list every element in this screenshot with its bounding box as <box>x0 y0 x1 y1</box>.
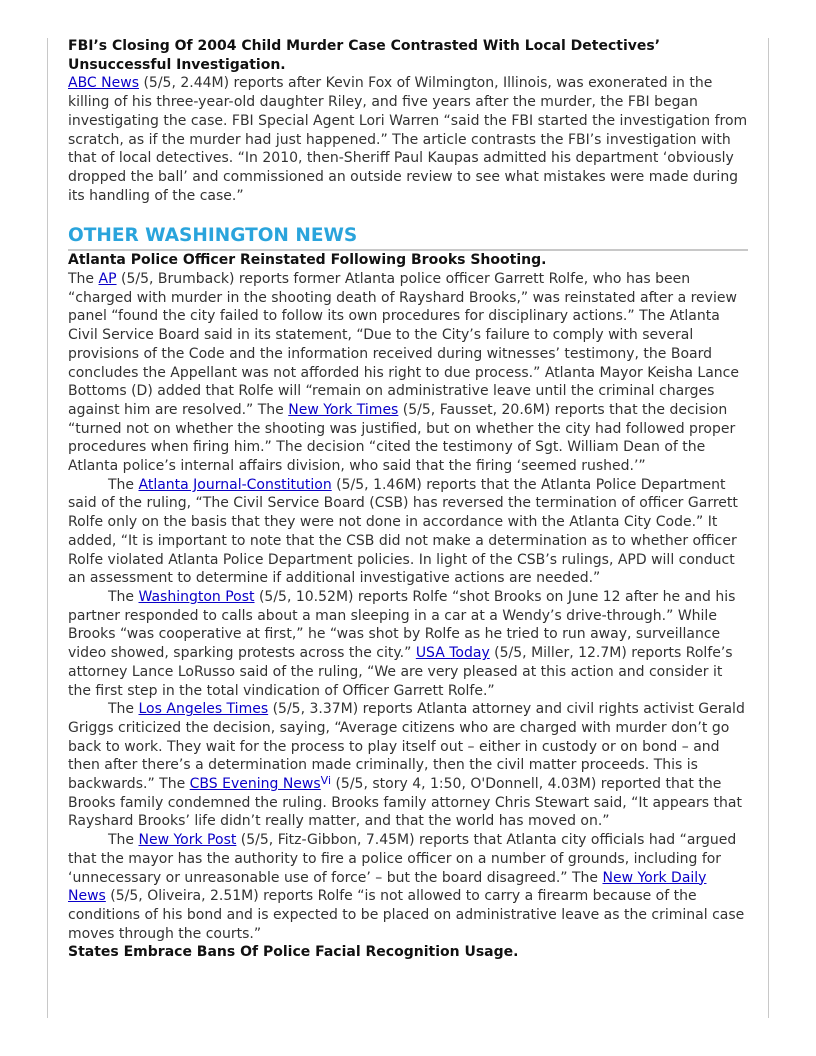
story-paragraph <box>68 74 748 205</box>
story-title-atlanta-police: Atlanta Police Officer Reinstated Following Brooks Shooting. <box>68 252 547 269</box>
page-right-border <box>768 38 769 1018</box>
newsletter-content <box>68 37 748 962</box>
source-link-abc-news[interactable]: ABC News <box>68 75 139 92</box>
paragraph-text: (5/5, Fausset, 20.6M) reports that the decision “turned not on whether the shooting was justified, but on whether the city had followed proper procedures when firing him.” The decision “cited the testimony of Sgt. William Dean of the Atlanta police’s internal affairs division, who said that the firing ‘seemed rushed.’” <box>68 401 736 475</box>
source-link-cbs-evening-news[interactable]: CBS Evening News <box>189 776 321 793</box>
paragraph-text: (5/5, Miller, 12.7M) reports Rolfe’s attorney Lance LoRusso said of the ruling, “We are very pleased at this action and consider it the first step in the total vindication of Officer Garrett Rolfe.” <box>68 645 733 699</box>
paragraph-text: (5/5, Brumback) reports former Atlanta police officer Garrett Rolfe, who has been “charged with murder in the shooting death of Rayshard Brooks,” was reinstated after a review panel “found the city failed to follow its own procedures for disciplinary actions.” The Atlanta Civil Service Board said in its statement, “Due to the City’s failure to comply with several provisions of the Code and the information received during witnesses’ testimony, the Board concludes the Appellant was not afforded his right to due process.” Atlanta Mayor Keisha Lance Bottoms (D) added that Rolfe will “remain on administrative leave until the criminal charges against him are resolved.” The <box>68 271 739 418</box>
source-link-new-york-daily-news[interactable]: New York Daily News <box>68 869 707 905</box>
paragraph-text: (5/5, Oliveira, 2.51M) reports Rolfe “is not allowed to carry a firearm because of the conditions of his bond and is expected to be placed on administrative leave as the criminal case moves through the courts.” <box>68 888 745 942</box>
section-header-other-washington-news: OTHER WASHINGTON NEWS <box>68 224 748 251</box>
video-note-marker[interactable]: Vi <box>320 774 332 788</box>
paragraph-text: (5/5, 1.46M) reports that the Atlanta Police Department said of the ruling, “The Civil Service Board (CSB) has reversed the termination of officer Garrett Rolfe only on the basis that they were not done in accordance with the Atlanta City Code.” It added, “It is important to note that the CSB did not make a determination as to whether officer Rolfe violated Atlanta Police Department policies. In light of the CSB’s rulings, APD will conduct an assessment to determine if additional investigative actions are needed.” <box>68 476 738 587</box>
story-title-facial-recognition: States Embrace Bans Of Police Facial Recognition Usage. <box>68 944 519 961</box>
story-paragraph <box>68 476 748 588</box>
source-link-new-york-times[interactable]: New York Times <box>288 401 399 418</box>
paragraph-text: The <box>108 588 139 605</box>
paragraph-text: The <box>68 271 99 288</box>
source-link-usa-today[interactable]: USA Today <box>415 645 490 662</box>
paragraph-text: (5/5, 10.52M) reports Rolfe “shot Brooks on June 12 after he and his partner responded to calls about a man sleeping in a car at a Wendy’s drive-through.” While Brooks “was cooperative at first,” he “was shot by Rolfe as he tried to run away, surveillance video showed, sparking protests across the city.” <box>68 588 736 662</box>
story-paragraph <box>68 700 748 831</box>
source-link-washington-post[interactable]: Washington Post <box>138 588 255 605</box>
paragraph-text: (5/5, Fitz-Gibbon, 7.45M) reports that Atlanta city officials had “argued that the mayor has the authority to fire a police officer on a number of grounds, including for ‘unnecessary or unreasonable use of force’ – but the board disagreed.” The <box>68 832 737 886</box>
story-paragraph <box>68 270 748 476</box>
source-link-new-york-post[interactable]: New York Post <box>138 832 237 849</box>
paragraph-text: The <box>108 832 139 849</box>
page-left-border <box>47 38 48 1018</box>
source-link-atlanta-journal-constitution[interactable]: Atlanta Journal-Constitution <box>138 476 332 493</box>
source-link-los-angeles-times[interactable]: Los Angeles Times <box>138 701 269 718</box>
paragraph-text: The <box>108 701 139 718</box>
source-link-ap[interactable]: AP <box>98 271 117 288</box>
paragraph-text: (5/5, 3.37M) reports Atlanta attorney and civil rights activist Gerald Griggs criticized the decision, saying, “Average citizens who are charged with murder don’t go back to work. They wait for the process to play itself out – either in custody or on bond – and then after there’s a determination made criminally, then the civil matter proceeds. This is backwards.” The <box>68 701 745 793</box>
paragraph-text: The <box>108 476 139 493</box>
story-paragraph <box>68 588 748 700</box>
story-paragraph <box>68 831 748 943</box>
paragraph-text: (5/5, story 4, 1:50, O'Donnell, 4.03M) reported that the Brooks family condemned the ruling. Brooks family attorney Chris Stewart said, “It appears that Rayshard Brooks’ life didn’t really matter, and that the world has moved on.” <box>68 776 742 830</box>
story-title-fbi-child-murder: FBI’s Closing Of 2004 Child Murder Case Contrasted With Local Detectives’ Unsuccessful Investigation. <box>68 38 661 73</box>
paragraph-text: (5/5, 2.44M) reports after Kevin Fox of Wilmington, Illinois, was exonerated in the killing of his three-year-old daughter Riley, and five years after the murder, the FBI began investigating the case. FBI Special Agent Lori Warren “said the FBI started the investigation from scratch, as if the murder had just happened.” The article contrasts the FBI’s investigation with that of local detectives. “In 2010, then-Sheriff Paul Kaupas admitted his department ‘obviously dropped the ball’ and commissioned an outside review to see what mistakes were made during its handling of the case.” <box>68 75 748 204</box>
